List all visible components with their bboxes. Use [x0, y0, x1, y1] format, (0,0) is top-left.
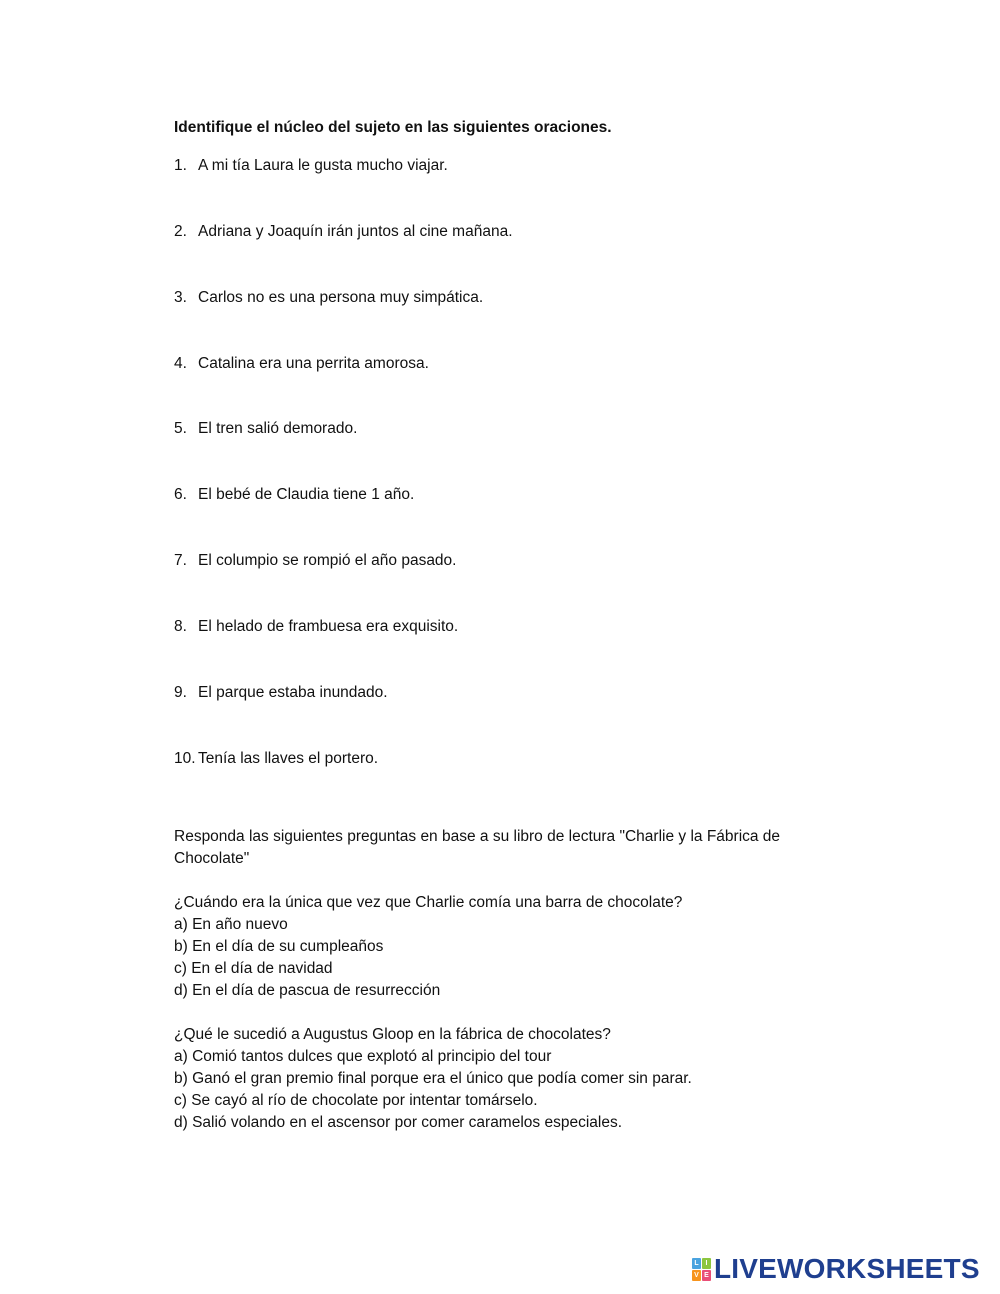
sentence-item — [174, 683, 388, 703]
logo-mark-letter: V — [692, 1270, 701, 1281]
sentence-item — [174, 222, 513, 242]
logo-wordmark: LIVEWORKSHEETS — [714, 1253, 980, 1284]
live-logo-icon — [692, 1258, 711, 1281]
answer-option: a) En año nuevo — [174, 916, 288, 933]
sentence-text: El bebé de Claudia tiene 1 año. — [198, 486, 415, 503]
answer-option: d) Salió volando en el ascensor por comer caramelos especiales. — [174, 1114, 623, 1131]
sentence-text: A mi tía Laura le gusta mucho viajar. — [198, 157, 448, 174]
answer-option: c) En el día de navidad — [174, 960, 333, 977]
sentence-number: 5. — [174, 420, 187, 437]
sentence-text: Tenía las llaves el portero. — [198, 750, 379, 767]
sentence-item — [174, 485, 414, 505]
reading-instruction: Responda las siguientes preguntas en base a su libro de lectura "Charlie y la Fábrica de Chocolate" — [174, 828, 781, 867]
sentence-number: 1. — [174, 157, 187, 174]
sentence-item — [174, 419, 357, 439]
sentence-text: Catalina era una perrita amorosa. — [198, 355, 429, 372]
sentence-number: 6. — [174, 486, 187, 503]
sentence-item — [174, 617, 458, 637]
sentence-number: 8. — [174, 618, 187, 635]
sentence-item — [174, 156, 448, 176]
sentence-number: 3. — [174, 289, 187, 306]
sentence-text: El helado de frambuesa era exquisito. — [198, 618, 459, 635]
sentence-number: 7. — [174, 552, 187, 569]
answer-option: c) Se cayó al río de chocolate por intentar tomárselo. — [174, 1092, 538, 1109]
logo-mark-letter: E — [702, 1270, 711, 1281]
answer-option: d) En el día de pascua de resurrección — [174, 982, 441, 999]
sentence-text: Adriana y Joaquín irán juntos al cine mañana. — [198, 223, 513, 240]
sentence-item — [174, 288, 483, 308]
sentence-item — [174, 749, 378, 769]
question-text: ¿Qué le sucedió a Augustus Gloop en la fábrica de chocolates? — [174, 1026, 611, 1043]
sentence-number: 9. — [174, 684, 187, 701]
answer-option: b) Ganó el gran premio final porque era el único que podía comer sin parar. — [174, 1070, 692, 1087]
sentence-text: El parque estaba inundado. — [198, 684, 388, 701]
sentence-number: 4. — [174, 355, 187, 372]
sentence-item — [174, 551, 456, 571]
sentence-text: Carlos no es una persona muy simpática. — [198, 289, 484, 306]
sentence-text: El tren salió demorado. — [198, 420, 358, 437]
answer-option: b) En el día de su cumpleaños — [174, 938, 384, 955]
sentence-text: El columpio se rompió el año pasado. — [198, 552, 457, 569]
sentence-item — [174, 354, 429, 374]
sentence-number: 10. — [174, 750, 196, 767]
question-text: ¿Cuándo era la única que vez que Charlie comía una barra de chocolate? — [174, 894, 683, 911]
sentence-number: 2. — [174, 223, 187, 240]
liveworksheets-logo — [692, 1254, 980, 1284]
logo-mark-letter: I — [702, 1258, 711, 1269]
exercise-heading: Identifique el núcleo del sujeto en las siguientes oraciones. — [174, 119, 612, 136]
logo-mark-letter: L — [692, 1258, 701, 1269]
question-block — [174, 892, 682, 1002]
question-block — [174, 1024, 692, 1134]
answer-option: a) Comió tantos dulces que explotó al principio del tour — [174, 1048, 552, 1065]
